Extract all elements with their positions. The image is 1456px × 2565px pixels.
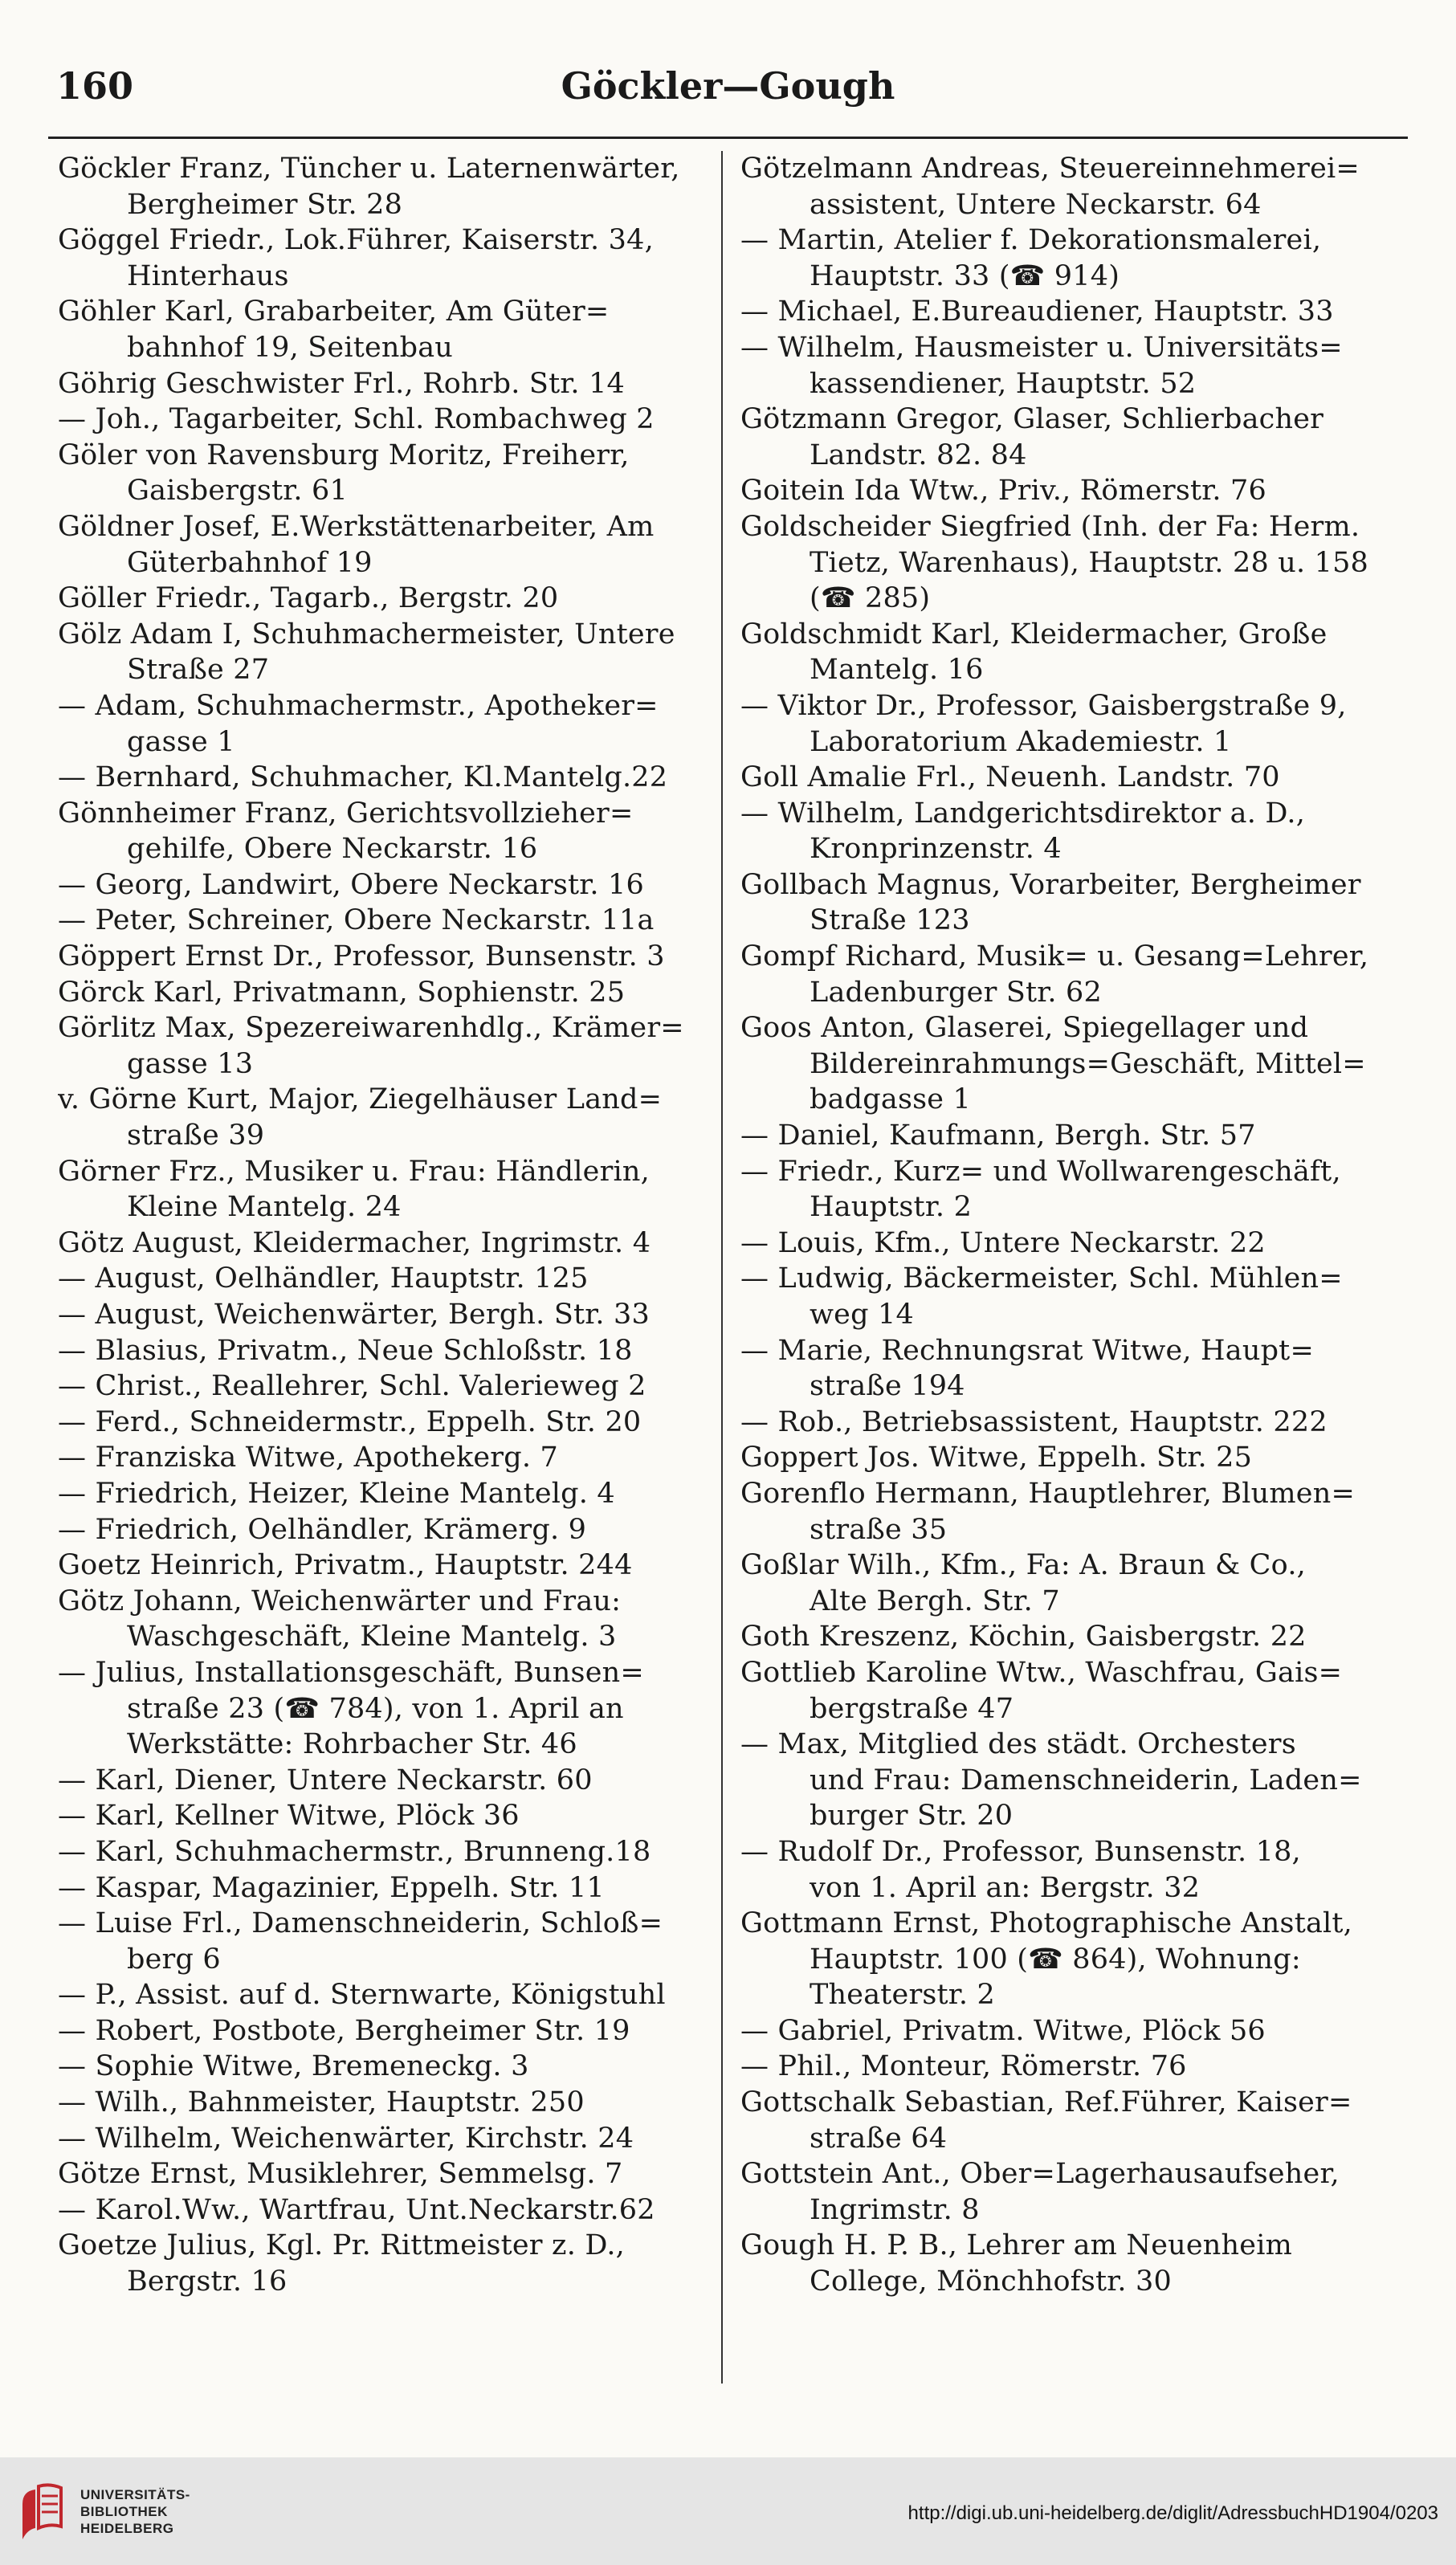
directory-entry	[740, 1655, 1395, 1727]
entry-continuation-line: Bergheimer Str. 28	[127, 188, 403, 221]
directory-entry	[740, 1225, 1395, 1262]
directory-entry	[58, 294, 712, 365]
entry-continuation-line: Hauptstr. 2	[810, 1191, 973, 1224]
directory-entry	[58, 1763, 712, 1799]
entry-continuation-line: weg 14	[810, 1299, 914, 1331]
entry-continuation-line: Ladenburger Str. 62	[810, 976, 1102, 1009]
entry-continuation-line: Laboratorium Akademiestr. 1	[810, 725, 1232, 758]
entry-line: Görner Frz., Musiker u. Frau: Händlerin,	[58, 1155, 650, 1188]
entry-line: — Ludwig, Bäckermeister, Schl. Mühlen=	[740, 1262, 1343, 1295]
entry-line: Göppert Ernst Dr., Professor, Bunsenstr. 3	[58, 940, 665, 973]
entry-line: — Karol.Ww., Wartfrau, Unt.Neckarstr.62	[58, 2193, 655, 2226]
entry-line: Goitein Ida Wtw., Priv., Römerstr. 76	[740, 475, 1266, 508]
entry-line: — Marie, Rechnungsrat Witwe, Haupt=	[740, 1334, 1314, 1367]
entry-continuation-line: bahnhof 19, Seitenbau	[127, 331, 454, 364]
entry-line: v. Görne Kurt, Major, Ziegelhäuser Land=	[58, 1083, 663, 1116]
entry-line: — Robert, Postbote, Bergheimer Str. 19	[58, 2014, 630, 2047]
column-divider	[721, 151, 723, 2384]
entry-line: Gönnheimer Franz, Gerichtsvollzieher=	[58, 797, 634, 830]
directory-entry	[58, 688, 712, 760]
directory-entry	[58, 1368, 712, 1405]
directory-entry	[740, 2049, 1395, 2085]
entry-continuation-line: straße 39	[127, 1119, 265, 1152]
left-column	[58, 151, 712, 2400]
directory-entry	[740, 330, 1395, 402]
entry-line: Goldscheider Siegfried (Inh. der Fa: Herm.	[740, 510, 1360, 543]
directory-entry	[740, 1476, 1395, 1548]
directory-entry	[740, 2228, 1395, 2299]
directory-entry	[58, 1225, 712, 1262]
directory-entry	[58, 1082, 712, 1153]
entry-line: — Karl, Schuhmachermstr., Brunneng.18	[58, 1835, 651, 1868]
entry-line: Görck Karl, Privatmann, Sophienstr. 25	[58, 976, 626, 1009]
directory-entry	[58, 402, 712, 438]
entry-line: Göhrig Geschwister Frl., Rohrb. Str. 14	[58, 367, 626, 400]
directory-entry	[740, 1906, 1395, 2013]
directory-entry	[58, 975, 712, 1011]
entry-continuation-line: Tietz, Warenhaus), Hauptstr. 28 u. 158	[810, 546, 1369, 579]
entry-line: — Karl, Diener, Untere Neckarstr. 60	[58, 1764, 593, 1796]
entry-continuation-line: Ingrimstr. 8	[810, 2193, 980, 2226]
entry-line: Göggel Friedr., Lok.Führer, Kaiserstr. 34,	[58, 224, 654, 257]
entry-continuation-line: bergstraße 47	[810, 1692, 1014, 1725]
directory-entry	[58, 438, 712, 509]
entry-continuation-line: Hinterhaus	[127, 259, 289, 292]
entry-continuation-line: Gaisbergstr. 61	[127, 475, 348, 508]
entry-line: — Julius, Installationsgeschäft, Bunsen=	[58, 1656, 644, 1689]
directory-entry	[740, 1548, 1395, 1619]
entry-line: Göller Friedr., Tagarb., Bergstr. 20	[58, 582, 559, 615]
directory-entry	[58, 2228, 712, 2299]
right-column	[740, 151, 1395, 2400]
directory-entry	[58, 1655, 712, 1763]
directory-entry	[740, 760, 1395, 796]
entry-continuation-line: burger Str. 20	[810, 1800, 1013, 1833]
directory-entry	[58, 366, 712, 402]
directory-entry	[740, 1834, 1395, 1906]
directory-entry	[58, 2192, 712, 2229]
entry-continuation-line: Kronprinzenstr. 4	[810, 833, 1062, 866]
entry-line: Götz August, Kleidermacher, Ingrimstr. 4	[58, 1226, 651, 1259]
entry-line: — Joh., Tagarbeiter, Schl. Rombachweg 2	[58, 403, 655, 436]
directory-entry	[58, 509, 712, 581]
directory-entry	[740, 1333, 1395, 1405]
entry-continuation-line: Hauptstr. 33 (☎ 914)	[810, 259, 1120, 292]
entry-line: Gottschalk Sebastian, Ref.Führer, Kaiser=	[740, 2086, 1352, 2119]
directory-entry	[58, 617, 712, 688]
entry-line: — Viktor Dr., Professor, Gaisbergstraße 9,	[740, 689, 1347, 722]
entry-line: — Phil., Monteur, Römerstr. 76	[740, 2050, 1187, 2083]
entry-line: Goll Amalie Frl., Neuenh. Landstr. 70	[740, 761, 1280, 794]
entry-line: Goos Anton, Glaserei, Spiegellager und	[740, 1012, 1309, 1045]
running-head: Göckler—Gough	[561, 64, 895, 108]
logo-line: BIBLIOTHEK	[80, 2504, 168, 2519]
directory-columns	[48, 151, 1408, 2400]
entry-line: Götzelmann Andreas, Steuereinnehmerei=	[740, 153, 1360, 185]
entry-line: Göckler Franz, Tüncher u. Laternenwärter,	[58, 153, 680, 185]
entry-line: Gottlieb Karoline Wtw., Waschfrau, Gais=	[740, 1656, 1343, 1689]
entry-line: — Adam, Schuhmachermstr., Apotheker=	[58, 689, 659, 722]
entry-line: — Rudolf Dr., Professor, Bunsenstr. 18,	[740, 1835, 1301, 1868]
directory-entry	[740, 796, 1395, 867]
entry-line: — Georg, Landwirt, Obere Neckarstr. 16	[58, 868, 644, 901]
directory-entry	[58, 1010, 712, 1082]
directory-entry	[58, 1512, 712, 1548]
directory-entry	[58, 2156, 712, 2192]
entry-continuation-line: Landstr. 82. 84	[810, 438, 1027, 471]
entry-line: — Bernhard, Schuhmacher, Kl.Mantelg.22	[58, 761, 668, 794]
entry-continuation-line: straße 194	[810, 1370, 965, 1403]
entry-line: Goßlar Wilh., Kfm., Fa: A. Braun & Co.,	[740, 1549, 1306, 1582]
entry-line: — Wilhelm, Weichenwärter, Kirchstr. 24	[58, 2122, 634, 2155]
entry-line: Goldschmidt Karl, Kleidermacher, Große	[740, 618, 1328, 650]
entry-continuation-line: badgasse 1	[810, 1083, 971, 1116]
entry-line: Gollbach Magnus, Vorarbeiter, Bergheimer	[740, 868, 1361, 901]
footer-bar	[0, 2457, 1456, 2565]
entry-line: Goetze Julius, Kgl. Pr. Rittmeister z. D.,	[58, 2229, 626, 2262]
directory-entry	[740, 867, 1395, 939]
directory-entry	[740, 1154, 1395, 1225]
entry-continuation-line: Straße 27	[127, 654, 270, 687]
directory-entry	[740, 1010, 1395, 1118]
entry-continuation-line: gehilfe, Obere Neckarstr. 16	[127, 833, 538, 866]
entry-line: — Wilhelm, Hausmeister u. Universitäts=	[740, 331, 1343, 364]
entry-line: — Louis, Kfm., Untere Neckarstr. 22	[740, 1226, 1266, 1259]
directory-entry	[740, 473, 1395, 509]
entry-continuation-line: Bergstr. 16	[127, 2265, 288, 2298]
directory-entry	[58, 1798, 712, 1834]
directory-entry	[58, 581, 712, 617]
entry-line: — Martin, Atelier f. Dekorationsmalerei,	[740, 224, 1322, 257]
entry-line: — Karl, Kellner Witwe, Plöck 36	[58, 1800, 520, 1833]
entry-line: — Daniel, Kaufmann, Bergh. Str. 57	[740, 1119, 1256, 1152]
directory-entry	[58, 151, 712, 222]
page-number: 160	[56, 64, 134, 108]
entry-line: — Peter, Schreiner, Obere Neckarstr. 11a	[58, 904, 655, 937]
library-logo-icon	[18, 2480, 67, 2544]
directory-entry	[58, 867, 712, 903]
entry-line: Götzmann Gregor, Glaser, Schlierbacher	[740, 403, 1324, 436]
directory-entry	[58, 1548, 712, 1584]
entry-line: — Franziska Witwe, Apothekerg. 7	[58, 1442, 558, 1474]
directory-entry	[58, 2121, 712, 2157]
entry-continuation-line: gasse 13	[127, 1047, 254, 1080]
entry-continuation-line: Theaterstr. 2	[810, 1979, 996, 2012]
directory-entry	[740, 939, 1395, 1010]
entry-continuation-line: Mantelg. 16	[810, 654, 984, 687]
entry-line: — Wilh., Bahnmeister, Hauptstr. 250	[58, 2086, 585, 2119]
directory-entry	[58, 1834, 712, 1870]
entry-line: — Friedr., Kurz= und Wollwarengeschäft,	[740, 1155, 1341, 1188]
entry-line: Gölz Adam I, Schuhmachermeister, Untere	[58, 618, 675, 650]
entry-line: — Friedrich, Heizer, Kleine Mantelg. 4	[58, 1477, 615, 1510]
directory-entry	[740, 1440, 1395, 1476]
directory-entry	[58, 1440, 712, 1476]
source-url[interactable]: http://digi.ub.uni-heidelberg.de/diglit/AdressbuchHD1904/0203	[907, 2502, 1438, 2524]
entry-line: — Gabriel, Privatm. Witwe, Plöck 56	[740, 2014, 1266, 2047]
entry-line: — Kaspar, Magazinier, Eppelh. Str. 11	[58, 1871, 605, 1904]
directory-entry	[740, 1118, 1395, 1154]
entry-line: — August, Weichenwärter, Bergh. Str. 33	[58, 1299, 650, 1331]
directory-entry	[58, 2085, 712, 2121]
entry-line: Goth Kreszenz, Köchin, Gaisbergstr. 22	[740, 1621, 1307, 1654]
entry-continuation-line: Werkstätte: Rohrbacher Str. 46	[127, 1728, 577, 1761]
entry-line: Gottmann Ernst, Photographische Anstalt,	[740, 1907, 1353, 1940]
entry-line: — Christ., Reallehrer, Schl. Valerieweg 2	[58, 1370, 646, 1403]
directory-entry	[740, 509, 1395, 617]
entry-continuation-line: Alte Bergh. Str. 7	[810, 1584, 1060, 1617]
entry-line: — Friedrich, Oelhändler, Krämerg. 9	[58, 1513, 587, 1546]
entry-line: — August, Oelhändler, Hauptstr. 125	[58, 1262, 589, 1295]
header-rule	[48, 137, 1408, 139]
entry-line: Goetz Heinrich, Privatm., Hauptstr. 244	[58, 1549, 633, 1582]
entry-continuation-line: Kleine Mantelg. 24	[127, 1191, 402, 1224]
directory-entry	[58, 1977, 712, 2013]
directory-entry	[58, 1870, 712, 1906]
directory-entry	[740, 2156, 1395, 2228]
entry-line: — Wilhelm, Landgerichtsdirektor a. D.,	[740, 797, 1306, 830]
library-logo-text	[80, 2486, 190, 2537]
entry-continuation-line: Bildereinrahmungs=Geschäft, Mittel=	[810, 1047, 1366, 1080]
directory-entry	[58, 1906, 712, 1977]
directory-entry	[58, 222, 712, 294]
directory-entry	[58, 903, 712, 939]
directory-entry	[740, 1619, 1395, 1655]
directory-entry	[740, 1261, 1395, 1332]
entry-continuation-line: straße 23 (☎ 784), von 1. April an	[127, 1692, 624, 1725]
directory-entry	[58, 1476, 712, 1512]
entry-line: Görlitz Max, Spezereiwarenhdlg., Krämer=	[58, 1012, 684, 1045]
entry-line: — Michael, E.Bureaudiener, Hauptstr. 33	[740, 296, 1334, 328]
directory-entry	[58, 1584, 712, 1655]
entry-line: Gorenflo Hermann, Hauptlehrer, Blumen=	[740, 1477, 1355, 1510]
entry-continuation-line: (☎ 285)	[810, 582, 931, 615]
entry-continuation-line: von 1. April an: Bergstr. 32	[810, 1871, 1201, 1904]
directory-entry	[58, 2049, 712, 2085]
entry-line: Göler von Ravensburg Moritz, Freiherr,	[58, 438, 630, 471]
entry-continuation-line: straße 35	[810, 1513, 948, 1546]
entry-continuation-line: berg 6	[127, 1943, 221, 1976]
entry-line: Goppert Jos. Witwe, Eppelh. Str. 25	[740, 1442, 1253, 1474]
entry-line: — Blasius, Privatm., Neue Schloßstr. 18	[58, 1334, 633, 1367]
directory-entry	[740, 151, 1395, 222]
entry-continuation-line: Waschgeschäft, Kleine Mantelg. 3	[127, 1621, 617, 1654]
logo-line: HEIDELBERG	[80, 2521, 174, 2536]
entry-line: — Luise Frl., Damenschneiderin, Schloß=	[58, 1907, 663, 1940]
entry-line: — Sophie Witwe, Bremeneckg. 3	[58, 2050, 529, 2083]
directory-entry	[740, 2085, 1395, 2156]
directory-entry	[740, 688, 1395, 760]
entry-continuation-line: gasse 1	[127, 725, 235, 758]
directory-entry	[58, 1154, 712, 1225]
entry-line: — Ferd., Schneidermstr., Eppelh. Str. 20	[58, 1405, 642, 1438]
entry-line: — P., Assist. auf d. Sternwarte, Königstuhl	[58, 1979, 666, 2012]
directory-entry	[740, 617, 1395, 688]
entry-line: Gough H. P. B., Lehrer am Neuenheim	[740, 2229, 1292, 2262]
entry-continuation-line: College, Mönchhofstr. 30	[810, 2265, 1172, 2298]
directory-entry	[740, 402, 1395, 473]
directory-entry	[58, 1405, 712, 1441]
entry-continuation-line: Güterbahnhof 19	[127, 546, 373, 579]
directory-entry	[58, 1333, 712, 1369]
entry-line: Göldner Josef, E.Werkstättenarbeiter, Am	[58, 510, 655, 543]
entry-line: Gottstein Ant., Ober=Lagerhausaufseher,	[740, 2158, 1340, 2191]
directory-entry	[58, 760, 712, 796]
entry-continuation-line: straße 64	[810, 2122, 948, 2155]
entry-line: Götze Ernst, Musiklehrer, Semmelsg. 7	[58, 2158, 623, 2191]
entry-continuation-line: kassendiener, Hauptstr. 52	[810, 367, 1197, 400]
directory-entry	[58, 2013, 712, 2049]
entry-line: — Rob., Betriebsassistent, Hauptstr. 222	[740, 1405, 1328, 1438]
entry-continuation-line: assistent, Untere Neckarstr. 64	[810, 188, 1262, 221]
directory-entry	[58, 796, 712, 867]
directory-entry	[740, 294, 1395, 330]
directory-entry	[58, 939, 712, 975]
entry-line: — Max, Mitglied des städt. Orchesters	[740, 1728, 1296, 1761]
entry-line: Göhler Karl, Grabarbeiter, Am Güter=	[58, 296, 610, 328]
directory-entry	[740, 1405, 1395, 1441]
entry-continuation-line: und Frau: Damenschneiderin, Laden=	[810, 1764, 1362, 1796]
directory-entry	[58, 1297, 712, 1333]
directory-entry	[740, 222, 1395, 294]
directory-entry	[58, 1261, 712, 1297]
entry-continuation-line: Straße 123	[810, 904, 970, 937]
directory-entry	[740, 1727, 1395, 1834]
entry-line: Götz Johann, Weichenwärter und Frau:	[58, 1584, 622, 1617]
directory-entry	[740, 2013, 1395, 2049]
page-header	[48, 58, 1408, 114]
entry-continuation-line: Hauptstr. 100 (☎ 864), Wohnung:	[810, 1943, 1301, 1976]
logo-line: UNIVERSITÄTS-	[80, 2487, 190, 2502]
entry-line: Gompf Richard, Musik= u. Gesang=Lehrer,	[740, 940, 1369, 973]
